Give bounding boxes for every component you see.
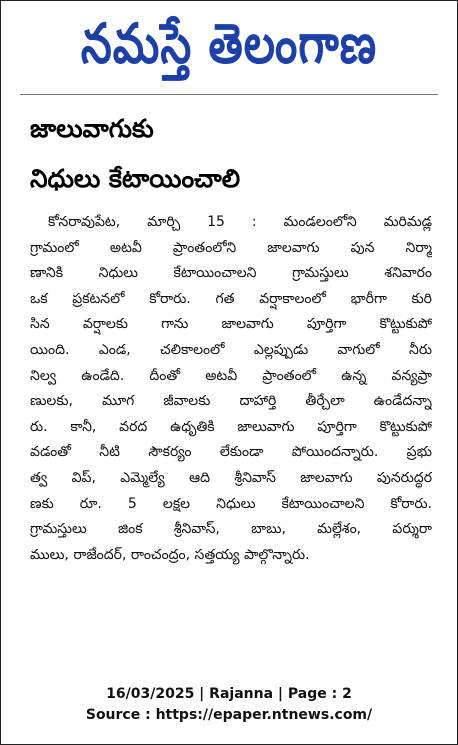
- body-line: ణులకు, మూగ జీవాలకు దాహార్తి తీర్చేలా ఉండేదన్నా: [30, 393, 432, 410]
- masthead-divider: [20, 94, 438, 95]
- body-line: ణానికి నిధులు కేటాయించాలని గ్రామస్తులు శనివారం: [30, 265, 432, 282]
- footer-date-edition: 16/03/2025 | Rajanna | Page : 2: [106, 686, 352, 702]
- body-line: త్వ విప్, ఎమ్మెల్యే ఆది శ్రీనివాస్ జాలవాగు పునరుద్ధర: [30, 469, 432, 486]
- body-line: నిల్వ ఉండేది. దీంతో అటవీ ప్రాంతంలో ఉన్న వన్యప్రా: [30, 367, 432, 384]
- body-line: సిన వర్షాలకు గాను జాలవాగు పూర్తిగా కొట్టుకుపో: [30, 316, 432, 333]
- newspaper-masthead: [25, 10, 433, 80]
- headline-line-2: నిధులు కేటాయించాలి: [30, 164, 241, 193]
- body-line: ణకు రూ. 5 లక్షల నిధులు కేటాయించాలని కోరారు.: [30, 495, 432, 512]
- body-line: ములు, రాజేందర్, రాంచంద్రం, సత్తయ్య పాల్గొన్నారు.: [30, 546, 310, 563]
- body-line: గ్రామస్తులు జింక శ్రీనివాస్, బాబు, మల్లేశం, పర్శురా: [30, 521, 432, 538]
- news-clipping: [20, 102, 438, 607]
- masthead-title: నమస్తే తెలంగాణ: [80, 12, 378, 77]
- body-line: గ్రామంలో అటవీ ప్రాంతంలోని జాలవాగు పున నిర్మా: [30, 239, 432, 256]
- body-line: యింది. ఎండ, చలికాలంలో ఎల్లప్పుడు వాగులో నీరు: [30, 341, 432, 358]
- body-line: ఒక ప్రకటనలో కోరారు. గత వర్షాకాలంలో భారీగా కురి: [30, 290, 432, 307]
- body-line: వడంతో నీటి సౌకర్యం లేకుండా పోయిందన్నారు. ప్రభు: [30, 444, 432, 461]
- headline-line-1: జాలువాగుకు: [30, 114, 154, 143]
- body-line: రు. కానీ, వరద ఉధృతికి జాలువాగు పూర్తిగా కొట్టుకుపో: [30, 418, 432, 435]
- article-body: [30, 210, 432, 568]
- footer-source-link[interactable]: Source : https://epaper.ntnews.com/: [85, 707, 373, 723]
- body-line: కోనరావుపేట, మార్చి 15 : మండలంలోని మరిమడ్ల: [48, 214, 432, 230]
